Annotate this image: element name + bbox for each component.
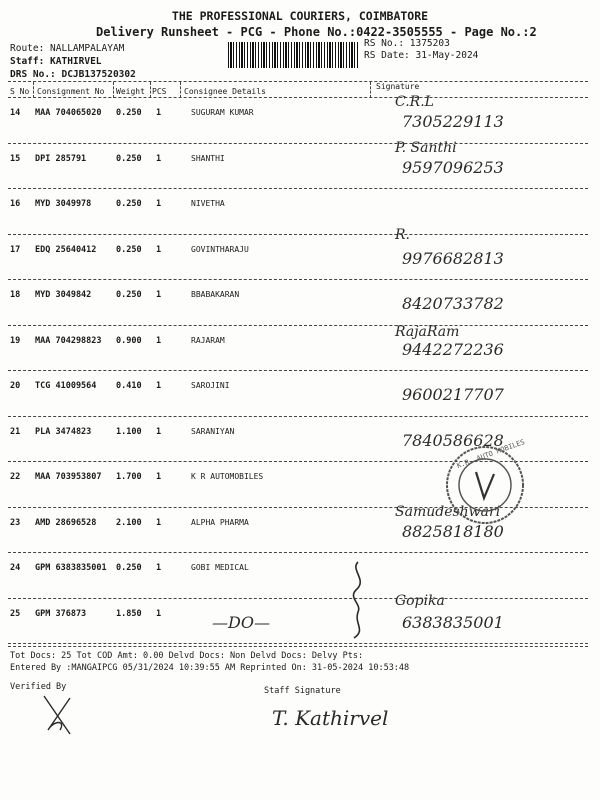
row-weight: 0.900: [116, 335, 142, 346]
row-weight: 1.850: [116, 608, 142, 619]
row-weight: 0.250: [116, 290, 142, 300]
row-phone-handwritten: 9442272236: [402, 339, 504, 359]
row-pcs: 1: [156, 426, 162, 437]
row-signature: R.: [395, 226, 410, 243]
verified-by-label: Verified By: [10, 682, 67, 692]
row-weight: 2.100: [116, 517, 142, 528]
row-consignee: SARANIYAN: [191, 426, 235, 436]
staff-label: Staff: KATHIRVEL: [10, 56, 102, 67]
footer-entered: Entered By :MANGAIPCG 05/31/2024 10:39:55 AM Reprinted On: 31-05-2024 10:53:48: [10, 663, 410, 673]
row-consignment-no: EDQ 25640412: [35, 244, 97, 255]
row-phone-handwritten: 8825818180: [402, 521, 504, 541]
row-signature: Gopika: [395, 592, 445, 609]
row-signature: RajaRam: [395, 323, 460, 340]
row-consignment-no: MYD 3049842: [35, 290, 92, 300]
row-phone-handwritten: 9600217707: [402, 385, 504, 404]
row-phone-handwritten: 7305229113: [402, 112, 504, 131]
row-consignee: ALPHA PHARMA: [191, 517, 249, 527]
col-consignee: Consignee Details: [184, 87, 266, 96]
row-weight: 0.410: [116, 381, 142, 391]
bracket-mark: [340, 560, 380, 640]
row-sno: 21: [10, 426, 21, 437]
row-consignee: NIVETHA: [191, 199, 225, 208]
row-sno: 22: [10, 472, 21, 482]
row-weight: 0.250: [116, 199, 142, 209]
row-sno: 20: [10, 381, 21, 391]
row-pcs: 1: [156, 199, 162, 209]
header-rule-top: [8, 81, 588, 82]
row-weight: 0.250: [116, 153, 142, 164]
footer-rule: [8, 646, 588, 647]
col-divider: [370, 82, 371, 98]
row-sno: 25: [10, 608, 21, 619]
document-title: THE PROFESSIONAL COURIERS, COIMBATORE: [171, 9, 429, 23]
row-consignment-no: AMD 28696528: [35, 517, 97, 528]
col-weight: Weight: [116, 87, 145, 96]
row-pcs: 1: [156, 153, 162, 164]
row-sno: 14: [10, 108, 21, 118]
row-sno: 16: [10, 199, 21, 209]
route-label: Route: NALLAMPALAYAM: [10, 43, 125, 54]
row-phone-handwritten: 7840586628: [402, 430, 504, 450]
footer-totals: Tot Docs: 25 Tot COD Amt: 0.00 Delvd Docs: Non Delvd Docs: Delvy Pts:: [10, 651, 364, 661]
row-sno: 23: [10, 517, 21, 528]
row-sno: 15: [10, 153, 21, 164]
row-phone-handwritten: 6383835001: [402, 612, 504, 632]
row-consignee: SUGURAM KUMAR: [191, 108, 254, 117]
row-weight: 1.100: [116, 426, 142, 437]
row-divider: [8, 552, 588, 553]
row-consignee: SHANTHI: [191, 153, 225, 163]
col-divider: [150, 82, 151, 98]
row-pcs: 1: [156, 244, 162, 255]
row-pcs: 1: [156, 563, 162, 573]
row-weight: 0.250: [116, 563, 142, 573]
row-consignee: GOBI MEDICAL: [191, 563, 249, 572]
row-pcs: 1: [156, 517, 162, 528]
row-consignment-no: MAA 704298823: [35, 335, 102, 346]
col-signature: Signature: [376, 82, 420, 91]
row-divider: [8, 416, 588, 417]
row-divider: [8, 188, 588, 189]
col-divider: [113, 82, 114, 98]
row-consignment-no: MYD 3049978: [35, 199, 92, 209]
header-rule-bottom: [8, 97, 588, 98]
ditto-mark: —DO—: [212, 613, 270, 632]
row-divider: [8, 643, 588, 644]
rs-number: RS No.: 1375203: [364, 38, 450, 49]
row-consignment-no: MAA 703953807: [35, 472, 102, 482]
row-consignee: RAJARAM: [191, 335, 225, 345]
row-consignment-no: GPM 376873: [35, 608, 87, 619]
barcode: [228, 42, 360, 68]
row-consignee: BBABAKARAN: [191, 290, 240, 299]
col-divider: [33, 82, 34, 98]
row-signature: P. Santhi: [395, 139, 457, 156]
row-consignment-no: GPM 6383835001: [35, 563, 107, 573]
row-sno: 17: [10, 244, 21, 255]
row-divider: [8, 325, 588, 326]
row-divider: [8, 234, 588, 235]
row-weight: 0.250: [116, 244, 142, 255]
row-divider: [8, 598, 588, 599]
runsheet-subtitle: Delivery Runsheet - PCG - Phone No.:0422-3505555 - Page No.:2: [96, 25, 537, 39]
row-consignment-no: MAA 704065020: [35, 108, 102, 118]
row-consignee: K R AUTOMOBILES: [191, 472, 264, 481]
row-consignee: SAROJINI: [191, 381, 230, 390]
row-sno: 18: [10, 290, 21, 300]
row-pcs: 1: [156, 608, 162, 619]
staff-signature-label: Staff Signature: [264, 686, 341, 696]
col-consignment: Consignment No: [37, 87, 105, 96]
row-pcs: 1: [156, 290, 162, 300]
row-sno: 19: [10, 335, 21, 346]
row-phone-handwritten: 9597096253: [402, 157, 504, 177]
col-divider: [180, 82, 181, 98]
row-pcs: 1: [156, 335, 162, 346]
rs-date: RS Date: 31-May-2024: [364, 50, 479, 61]
row-consignee: GOVINTHARAJU: [191, 244, 249, 254]
row-sno: 24: [10, 563, 21, 573]
staff-signature-handwriting: T. Kathirvel: [272, 706, 389, 730]
row-pcs: 1: [156, 381, 162, 391]
stamp-text: K.R. AUTO MOBILES: [455, 437, 526, 471]
row-divider: [8, 279, 588, 280]
row-phone-handwritten: 9976682813: [402, 248, 504, 268]
row-consignment-no: TCG 41009564: [35, 381, 97, 391]
col-pcs: PCS: [152, 87, 167, 96]
row-divider: [8, 370, 588, 371]
row-pcs: 1: [156, 108, 162, 118]
row-weight: 1.700: [116, 472, 142, 482]
row-consignment-no: PLA 3474823: [35, 426, 92, 437]
row-signature: Samudeshwari: [395, 503, 501, 520]
row-weight: 0.250: [116, 108, 142, 118]
row-pcs: 1: [156, 472, 162, 482]
row-divider: [8, 143, 588, 144]
row-phone-handwritten: 8420733782: [402, 294, 504, 313]
row-consignment-no: DPI 285791: [35, 153, 87, 164]
drs-number: DRS No.: DCJB137520302: [10, 69, 136, 80]
col-sno: S No: [10, 87, 30, 96]
row-signature: C.R.L: [395, 94, 434, 110]
verifier-signature: [40, 690, 80, 740]
